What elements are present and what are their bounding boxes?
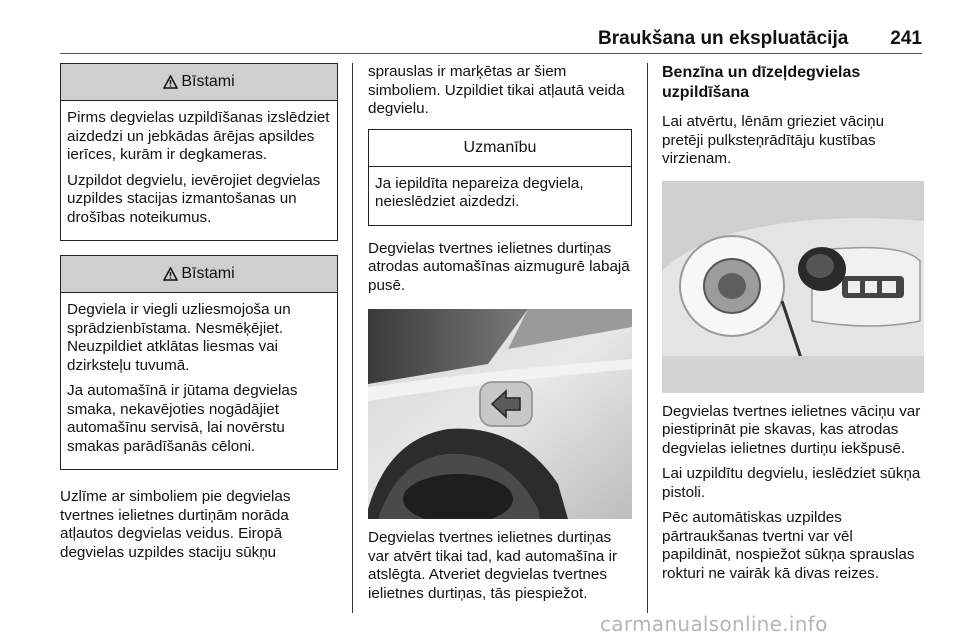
car-rear-image xyxy=(368,309,632,519)
section-heading: Benzīna un dīzeļdegvielas uzpildīšana xyxy=(662,64,861,101)
warning-triangle-icon xyxy=(163,75,178,89)
paragraph: sprauslas ir marķētas ar šiem simboliem. Uzpildiet tikai atļautā veida degvielu. xyxy=(368,63,625,117)
paragraph: Ja automašīnā ir jūtama degvielas smaka, nekavējoties nogādājiet automašīnu servisā, lai novērstu smakas parādīšanās cēloni. xyxy=(67,382,298,455)
paragraph: Degvielas tvertnes ielietnes durtiņas var atvērt tikai tad, kad automašīna ir atslēgta. Atveriet degvielas tvertnes ielietnes durtiņas, tās piespiežot. xyxy=(368,529,618,602)
caution-box-body xyxy=(369,167,631,225)
paragraph: Ja iepildīta nepareiza degviela, neieslēdziet aizdedzi. xyxy=(375,174,584,210)
fuel-cap-image xyxy=(662,181,924,393)
paragraph: Uzlīme ar simboliem pie degvielas tvertnes ielietnes durtiņām norāda atļautos degvielas veidus. Eiropā degvielas uzpildes staciju sūkņu xyxy=(60,488,291,561)
warning-box-body xyxy=(61,293,337,469)
warning-heading: Bīstami xyxy=(181,73,235,90)
car-fuel-door-illustration xyxy=(368,309,632,519)
paragraph: Pēc automātiskas uzpildes pārtraukšanas tvertni var vēl papildināt, nospiežot sūkņa sprauslas rokturi ne vairāk kā divas reizes. xyxy=(662,509,915,582)
column-3 xyxy=(662,63,924,590)
paragraph: Degviela ir viegli uzliesmojoša un sprādzienbīstama. Nesmēķējiet. Neuzpildiet atklātas liesmas vai dzirksteļu tuvumā. xyxy=(67,301,291,374)
column-1 xyxy=(60,63,338,569)
warning-box-header xyxy=(61,256,337,293)
paragraph: Lai uzpildītu degvielu, ieslēdziet sūkņa pistoli. xyxy=(662,465,921,501)
watermark: carmanualsonline.info xyxy=(600,612,828,636)
warning-box-header xyxy=(61,64,337,101)
paragraph: Degvielas tvertnes ielietnes vāciņu var piestiprināt pie skavas, kas atrodas degvielas ielietnes durtiņu iekšpusē. xyxy=(662,402,921,457)
paragraph: Lai atvērtu, lēnām grieziet vāciņu pretēji pulksteņrādītāju kustības virzienam. xyxy=(662,113,885,167)
caution-box-header xyxy=(369,130,631,167)
page-number: 241 xyxy=(890,28,922,49)
warning-triangle-icon xyxy=(163,267,178,281)
column-divider xyxy=(647,63,648,613)
warning-box xyxy=(60,255,338,470)
fuel-cap-illustration xyxy=(662,181,924,393)
warning-box xyxy=(60,63,338,241)
paragraph: Uzpildot degvielu, ievērojiet degvielas uzpildes stacijas izmantošanas un drošības noteikumus. xyxy=(67,171,321,226)
header-rule xyxy=(60,53,922,54)
section-title: Braukšana un ekspluatācija xyxy=(598,28,849,49)
column-divider xyxy=(352,63,353,613)
warning-heading: Bīstami xyxy=(181,265,235,282)
paragraph: Degvielas tvertnes ielietnes durtiņas atrodas automašīnas aizmugurē labajā pusē. xyxy=(368,239,630,294)
page-header xyxy=(60,28,922,54)
caution-heading: Uzmanību xyxy=(463,138,537,156)
caution-box xyxy=(368,129,632,226)
column-2 xyxy=(368,63,632,610)
warning-box-body xyxy=(61,101,337,240)
paragraph: Pirms degvielas uzpildīšanas izslēdziet aizdedzi un jebkādas ārējas apsildes ierīces, kurām ir degkameras. xyxy=(67,109,330,163)
